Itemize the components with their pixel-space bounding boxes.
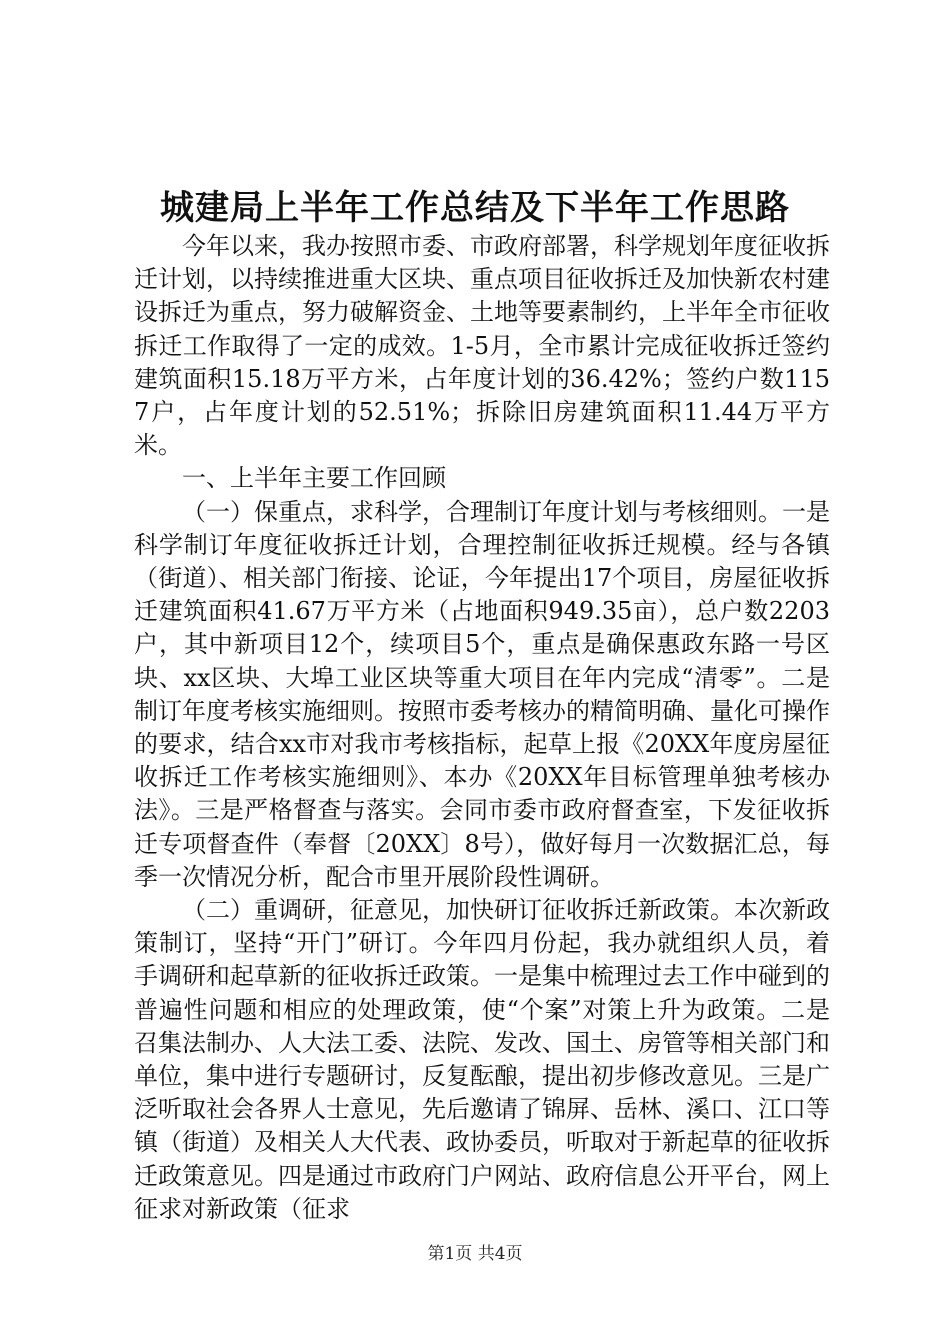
intro-paragraph: 今年以来，我办按照市委、市政府部署，科学规划年度征收拆迁计划，以持续推进重大区块、重点项目征收拆迁及加快新农村建设拆迁为重点，努力破解资金、土地等要素制约，上半年全市征收拆迁工作取得了一定的成效。1-5月，全市累计完成征收拆迁签约建筑面积15.18万平方米，占年度计划的36.42%；签约户数1157户，占年度计划的52.51%；拆除旧房建筑面积11.44万平方米。 (134, 232, 830, 460)
section-paragraph-2: （二）重调研，征意见，加快研订征收拆迁新政策。本次新政策制订，坚持“开门”研订。今年四月份起，我办就组织人员，着手调研和起草新的征收拆迁政策。一是集中梳理过去工作中碰到的普遍性问题和相应的处理政策，使“个案”对策上升为政策。二是召集法制办、人大法工委、法院、发改、国土、房管等相关部门和单位，集中进行专题研讨，反复酝酿，提出初步修改意见。三是广泛听取社会各界人士意见，先后邀请了锦屏、岳林、溪口、江口等镇（街道）及相关人大代表、政协委员，听取对于新起草的征收拆迁政策意见。四是通过市政府门户网站、政府信息公开平台，网上征求对新政策（征求 (134, 896, 830, 1223)
document-title: 城建局上半年工作总结及下半年工作思路 (160, 188, 790, 228)
document-body (134, 230, 830, 1226)
section-heading: 一、上半年主要工作回顾 (182, 464, 446, 493)
section-paragraph-1: （一）保重点，求科学，合理制订年度计划与考核细则。一是科学制订年度征收拆迁计划，合理控制征收拆迁规模。经与各镇（街道）、相关部门衔接、论证，今年提出17个项目，房屋征收拆迁建筑面积41.67万平方米（占地面积949.35亩），总户数2203户，其中新项目12个，续项目5个，重点是确保惠政东路一号区块、xx区块、大埠工业区块等重大项目在年内完成“清零”。二是制订年度考核实施细则。按照市委考核办的精简明确、量化可操作的要求，结合xx市对我市考核指标，起草上报《20XX年度房屋征收拆迁工作考核实施细则》、本办《20XX年目标管理单独考核办法》。三是严格督查与落实。会同市委市政府督查室，下发征收拆迁专项督查件（奉督〔20XX〕8号），做好每月一次数据汇总，每季一次情况分析，配合市里开展阶段性调研。 (134, 497, 830, 891)
page-footer: 第1页 共4页 (427, 1244, 523, 1264)
